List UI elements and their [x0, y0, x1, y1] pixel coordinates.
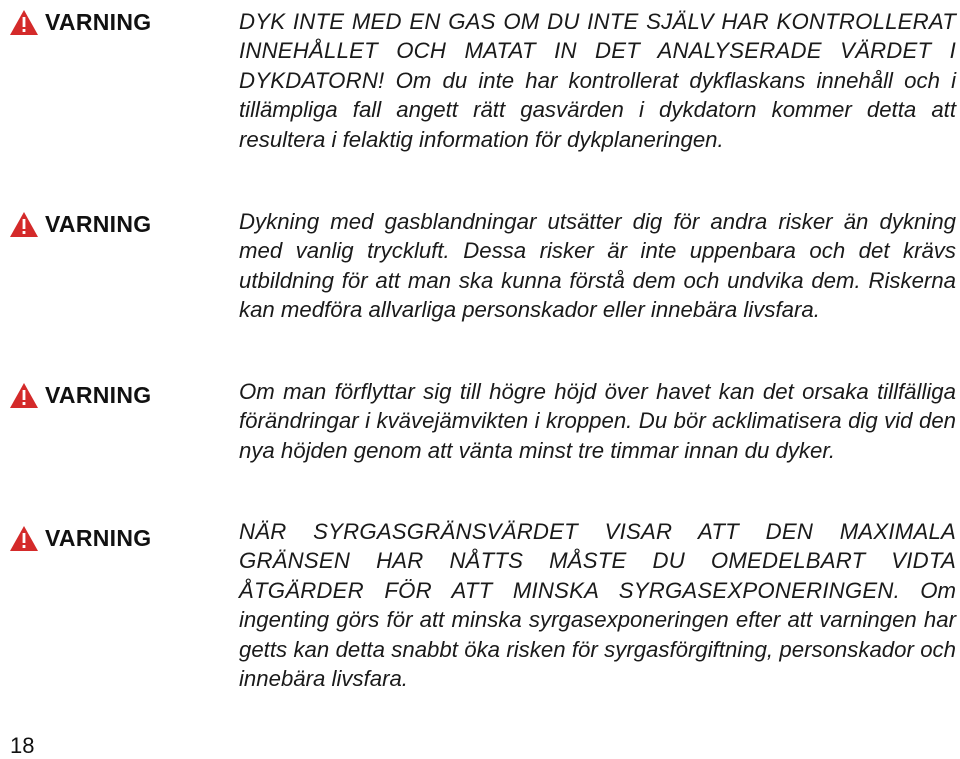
warning-label: [9, 7, 151, 37]
warning-label-text: VARNING: [45, 210, 152, 237]
warning-triangle-icon: [9, 9, 39, 36]
page-number: 18: [10, 733, 35, 758]
warning-text: [239, 7, 956, 154]
warning-label-text: VARNING: [45, 524, 152, 551]
warning-triangle-icon: [9, 382, 39, 409]
warning-label: [9, 523, 151, 553]
warning-triangle-icon: [9, 525, 39, 552]
warning-text: [239, 517, 956, 693]
warning-label: [9, 380, 151, 410]
warning-text: Dykning med gasblandningar utsätter dig för andra risker än dykning med vanlig tryckluft. Dessa risker är inte uppenbara och det krävs utbildning för att man ska kunna förstå dem och undvika dem. Riskerna kan medföra allvarliga personskador eller innebära livsfara.: [239, 209, 956, 323]
warning-caps-text: NÄR SYRGASGRÄNSVÄRDET VISAR ATT DEN MAXIMALA GRÄNSEN HAR NÅTTS MÅSTE DU OMEDELBART VIDTA ÅTGÄRDER FÖR ATT MINSKA SYRGASEXPONERINGEN.: [239, 519, 956, 603]
warning-body-text: Om du inte har kontrollerat dykflaskans innehåll och i tillämpliga fall angett rätt gasvärden i dykdatorn kommer detta att resultera i felaktig information för dykplaneringen.: [239, 67, 956, 152]
warning-label: [9, 209, 151, 239]
warning-caps-text: DYK INTE MED EN GAS OM DU INTE SJÄLV HAR KONTROLLERAT INNEHÅLLET OCH MATAT IN DET ANALYSERADE VÄRDET I DYKDATORN!: [239, 9, 956, 93]
warning-body-text: Om ingenting görs för att minska syrgasexponeringen efter att varningen har getts kan detta snabbt öka risken för syrgasförgiftning, personskador och innebära livsfara.: [239, 577, 956, 692]
warning-triangle-icon: [9, 211, 39, 238]
warning-label-text: VARNING: [45, 381, 152, 408]
warning-text: Om man förflyttar sig till högre höjd över havet kan det orsaka tillfälliga förändringar i kvävejämvikten i kroppen. Du bör acklimatisera dig vid den nya höjden genom att vänta minst tre timmar innan du dyker.: [239, 379, 956, 463]
warning-label-text: VARNING: [45, 8, 152, 35]
